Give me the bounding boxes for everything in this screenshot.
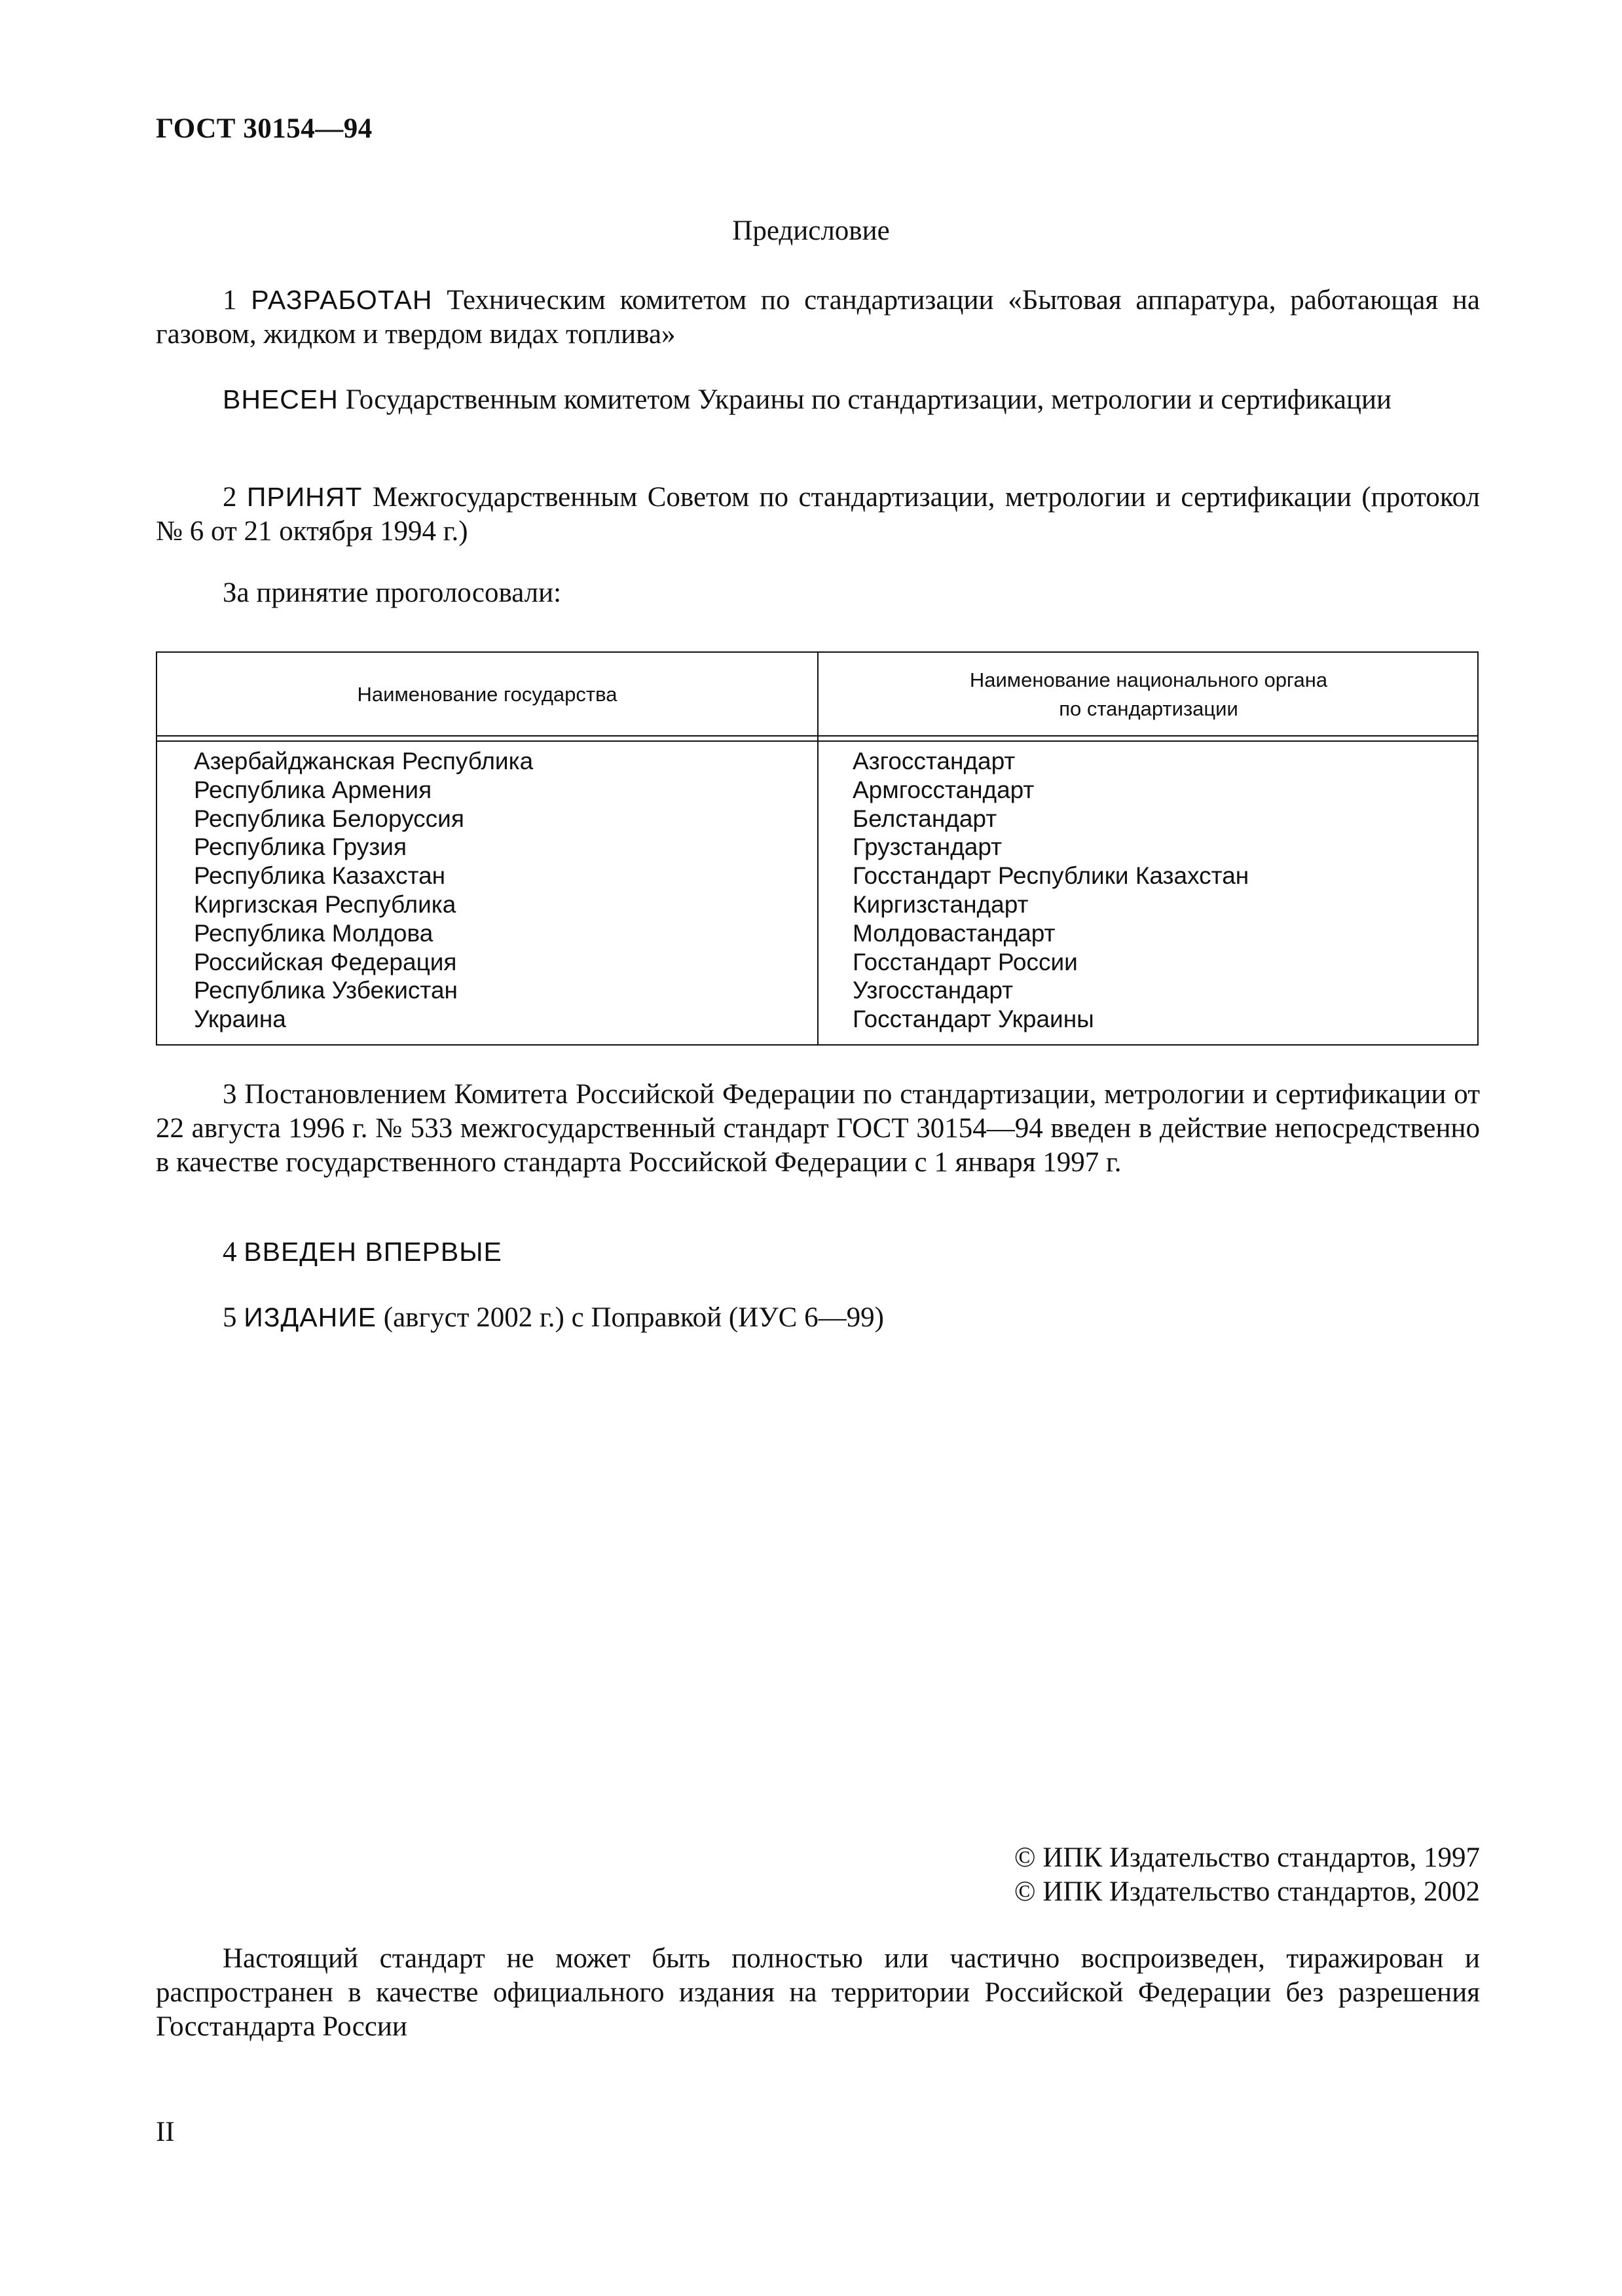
table-header-body-line1: Наименование национального органа (969, 668, 1328, 691)
item-2-keyword: ПРИНЯТ (246, 482, 363, 512)
item-2-number: 2 (223, 482, 237, 513)
table-header-body (819, 666, 1479, 723)
item-3-text: Постановлением Комитета Российской Федерации по стандартизации, метрологии и сертификации от 22 августа 1996 г. № 533 межгосударственный стандарт ГОСТ 30154—94 введен в действие непосредственно в качестве государственного стандарта Российской Федерации с 1 января 1997 г. (156, 1079, 1481, 1178)
copyright-2002: © ИПК Издательство стандартов, 2002 (1014, 1876, 1480, 1907)
voted-label: За принятие проголосовали: (223, 577, 562, 608)
table-cell-state: Азербайджанская Республика (194, 748, 534, 774)
item-5-text: (август 2002 г.) с Поправкой (ИУС 6—99) (383, 1302, 884, 1333)
item-1-text: Техническим комитетом по стандартизации «Бытовая аппаратура, работающая на газовом, жидком и твердом видах топлива» (156, 285, 1481, 350)
table-cell-body: Армгосстандарт (853, 776, 1035, 803)
item-3-number: 3 (223, 1079, 237, 1110)
item-4-first-introduced (223, 1235, 502, 1269)
table-cell-state: Республика Молдова (194, 919, 433, 947)
item-1-developed (156, 283, 1480, 352)
state-list (194, 747, 533, 1034)
item-5-edition (223, 1300, 884, 1335)
introduced-text: Государственным комитетом Украины по стандартизации, метрологии и сертификации (345, 384, 1392, 415)
table-cell-body: Белстандарт (853, 805, 997, 832)
reproduction-notice (156, 1942, 1480, 2044)
standards-body-list (853, 747, 1249, 1034)
table-cell-state: Республика Белоруссия (194, 805, 464, 832)
table-header-rule (157, 735, 1477, 737)
item-4-keyword: ВВЕДЕН ВПЕРВЫЕ (244, 1237, 502, 1267)
table-header-rule-double (157, 740, 1477, 742)
table-header-body-line2: по стандартизации (1059, 697, 1238, 720)
item-4-number: 4 (223, 1237, 237, 1267)
page-number: II (156, 2117, 175, 2147)
table-cell-state: Киргизская Республика (194, 890, 456, 918)
notice-text: Настоящий стандарт не может быть полностью или частично воспроизведен, тиражирован и распространен в качестве официального издания на территории Российской Федерации без разрешения Госстандарта России (156, 1943, 1480, 2042)
table-cell-body: Госстандарт России (853, 948, 1078, 975)
table-header-state: Наименование государства (357, 683, 617, 706)
table-cell-body: Госстандарт Республики Казахстан (853, 862, 1249, 890)
item-5-number: 5 (223, 1302, 237, 1333)
item-2-adopted (156, 480, 1480, 549)
item-1-number: 1 (223, 285, 237, 316)
table-cell-body: Азгосстандарт (853, 748, 1016, 774)
table-cell-state: Республика Грузия (194, 833, 407, 861)
table-cell-body: Госстандарт Украины (853, 1006, 1094, 1033)
foreword-title: Предисловие (732, 215, 890, 246)
copyright-1997: © ИПК Издательство стандартов, 1997 (1014, 1842, 1480, 1873)
item-3-enacted (156, 1078, 1480, 1180)
table-cell-state: Республика Узбекистан (194, 977, 458, 1004)
introduced-paragraph (156, 382, 1480, 417)
table-cell-state: Республика Армения (194, 776, 432, 803)
item-5-keyword: ИЗДАНИЕ (244, 1302, 377, 1332)
item-2-text: Межгосударственным Советом по стандартизации, метрологии и сертификации (протокол № 6 от 21 октября 1994 г.) (156, 482, 1480, 547)
table-cell-body: Грузстандарт (853, 833, 1003, 861)
table-cell-body: Молдовастандарт (853, 919, 1056, 947)
states-table (156, 651, 1479, 1046)
item-1-keyword: РАЗРАБОТАН (251, 285, 433, 315)
document-code: ГОСТ 30154—94 (156, 113, 373, 144)
table-cell-body: Киргизстандарт (853, 890, 1029, 918)
table-cell-state: Республика Казахстан (194, 862, 446, 890)
table-cell-state: Украина (194, 1006, 286, 1033)
table-cell-body: Узгосстандарт (853, 977, 1014, 1004)
introduced-keyword: ВНЕСЕН (223, 384, 339, 414)
table-cell-state: Российская Федерация (194, 948, 457, 975)
